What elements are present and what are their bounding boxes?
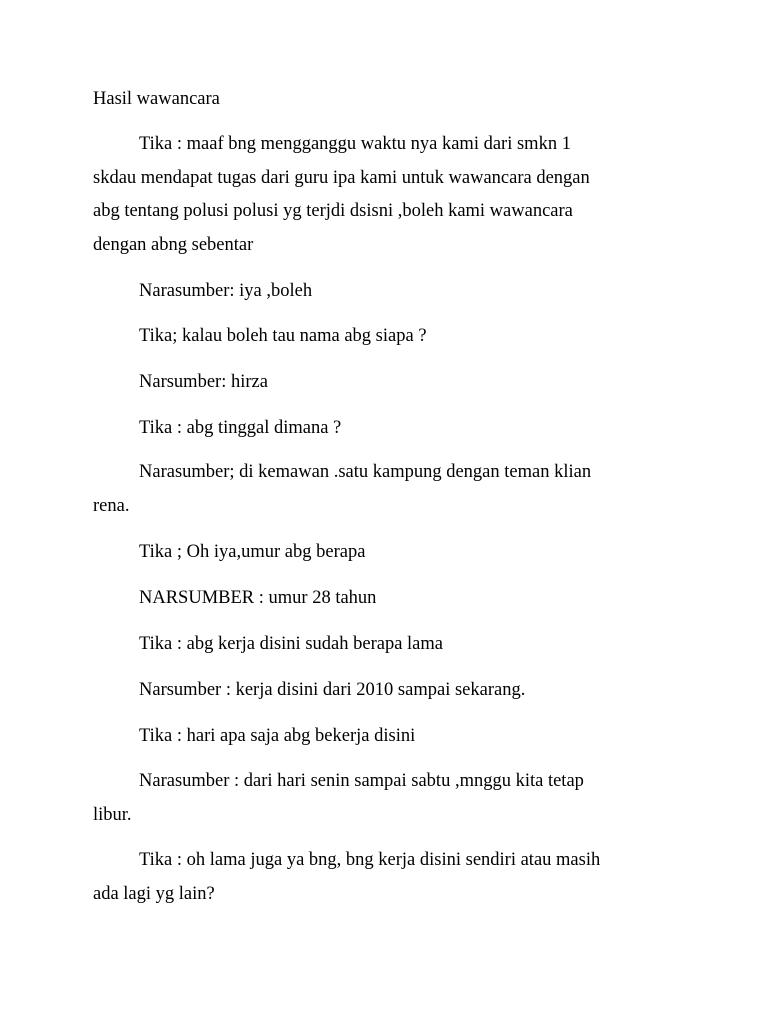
paragraph-line: Tika : maaf bng mengganggu waktu nya kami dari smkn 1: [139, 134, 571, 154]
paragraph-narasumber-answer: [93, 674, 683, 708]
paragraph-line: Narsumber: hirza: [139, 372, 268, 392]
paragraph-line: rena.: [93, 495, 130, 516]
paragraph-line: ada lagi yg lain?: [93, 883, 215, 904]
paragraph-line: Tika; kalau boleh tau nama abg siapa ?: [139, 326, 427, 346]
paragraph-line: NARSUMBER : umur 28 tahun: [139, 588, 377, 608]
paragraph-line: Tika : abg tinggal dimana ?: [139, 418, 342, 438]
paragraph-line: Narsumber : kerja disini dari 2010 sampai sekarang.: [139, 680, 526, 700]
paragraph-line: Narasumber: iya ,boleh: [139, 281, 313, 301]
paragraph-line: Tika : hari apa saja abg bekerja disini: [139, 726, 416, 746]
paragraph-line: dengan abng sebentar: [93, 234, 254, 255]
paragraph-tika-question: [93, 844, 683, 911]
paragraph-tika-question: [93, 536, 683, 570]
paragraph-tika-question: [93, 628, 683, 662]
document-title: Hasil wawancara: [93, 89, 220, 109]
paragraph-narasumber-answer: [93, 765, 683, 832]
paragraph-narasumber-answer: [93, 366, 683, 400]
paragraph-tika-question: [93, 320, 683, 354]
paragraph-line: skdau mendapat tugas dari guru ipa kami untuk wawancara dengan: [93, 167, 590, 188]
paragraph-narasumber-answer: [93, 456, 683, 523]
paragraph-narasumber-answer: [93, 275, 683, 309]
paragraph-line: Tika ; Oh iya,umur abg berapa: [139, 542, 366, 562]
paragraph-narasumber-answer: [93, 582, 683, 616]
paragraph-line: Tika : abg kerja disini sudah berapa lama: [139, 634, 443, 654]
paragraph-tika-question: [93, 720, 683, 754]
paragraph-line: libur.: [93, 804, 132, 825]
paragraph-line: abg tentang polusi polusi yg terjdi dsisni ,boleh kami wawancara: [93, 201, 573, 221]
paragraph-line: Narasumber; di kemawan .satu kampung dengan teman klian: [139, 462, 592, 482]
paragraph-tika-question: [93, 412, 683, 446]
paragraph-tika-intro: [93, 128, 683, 262]
paragraph-line: Narasumber : dari hari senin sampai sabtu ,mnggu kita tetap: [139, 771, 584, 791]
paragraph-line: Tika : oh lama juga ya bng, bng kerja disini sendiri atau masih: [139, 850, 601, 870]
